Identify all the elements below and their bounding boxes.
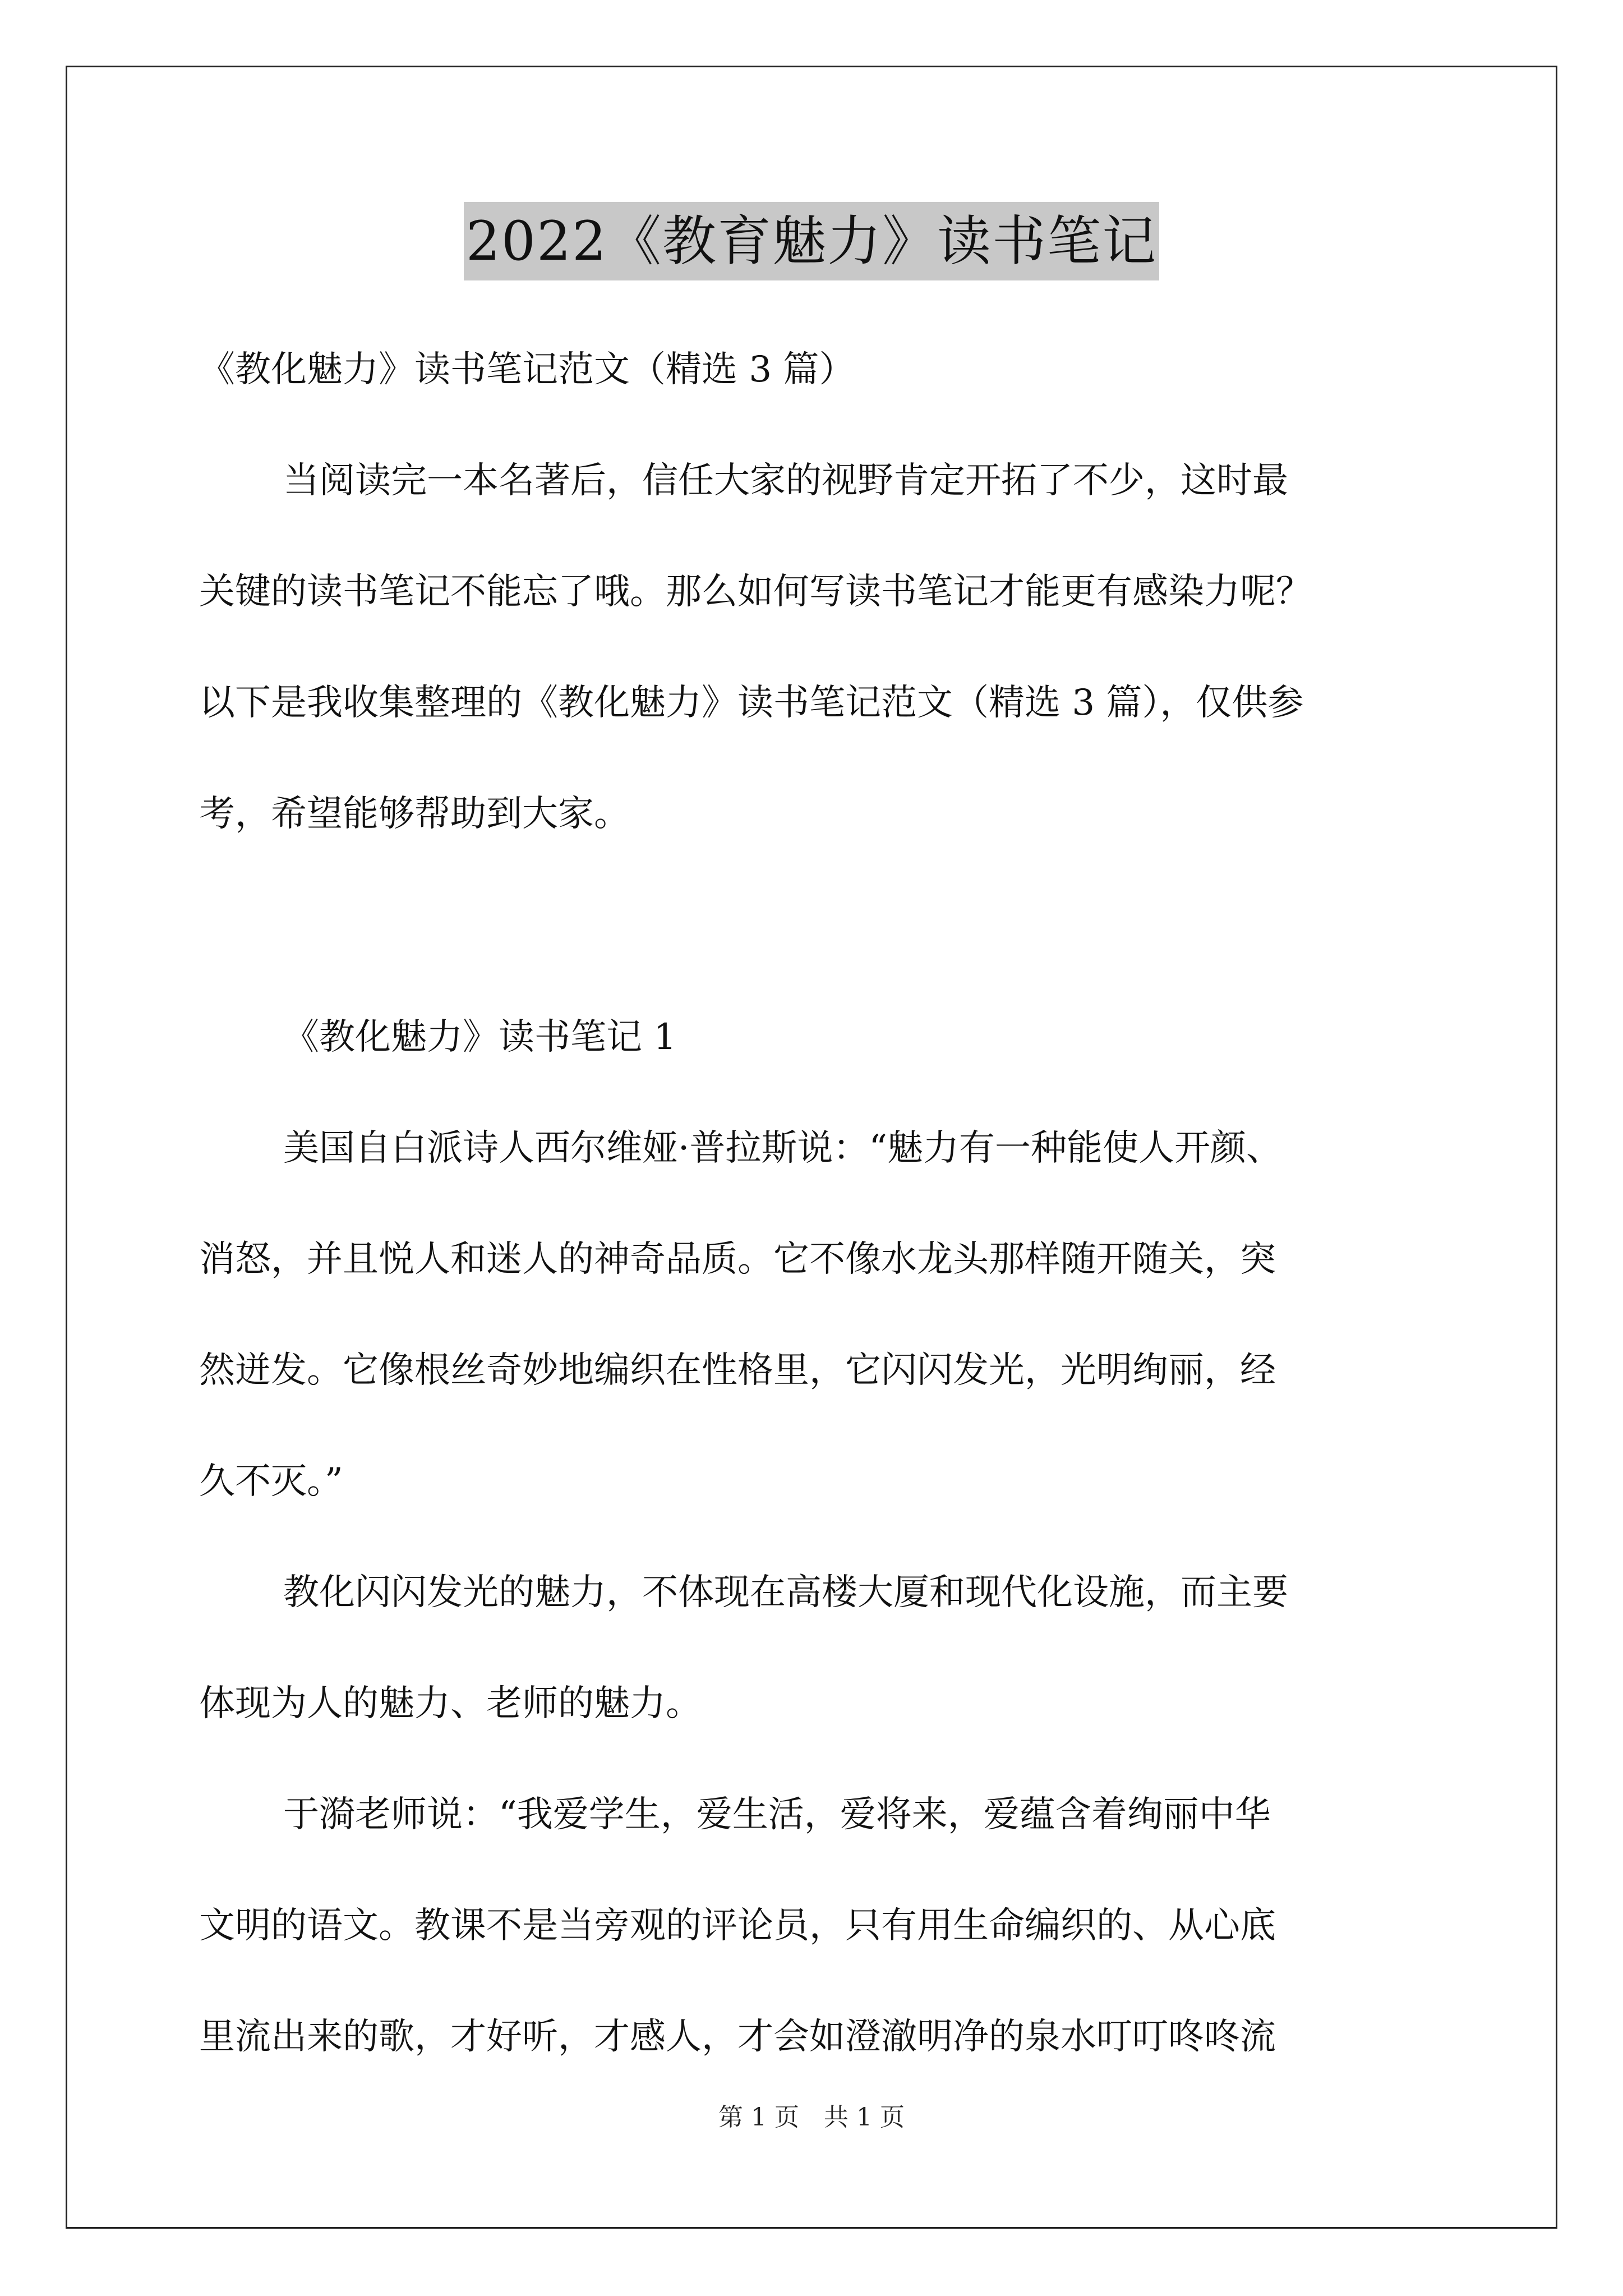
section-spacer xyxy=(199,869,1433,982)
document-title: 2022《教育魅力》读书笔记 xyxy=(464,202,1159,280)
title-container xyxy=(0,202,1623,280)
document-subtitle: 《教化魅力》读书笔记范文（精选 3 篇） xyxy=(199,349,855,390)
intro-line: 以下是我收集整理的《教化魅力》读书笔记范文（精选 3 篇），仅供参 xyxy=(199,682,1304,724)
paragraph-line: 久不灭。” xyxy=(199,1461,343,1502)
intro-line: 当阅读完一本名著后，信任大家的视野肯定开拓了不少，这时最 xyxy=(283,460,1288,501)
paragraph-line: 文明的语文。教课不是当旁观的评论员，只有用生命编织的、从心底 xyxy=(199,1905,1276,1947)
paragraph-line: 体现为人的魅力、老师的魅力。 xyxy=(199,1683,702,1724)
intro-line: 关键的读书笔记不能忘了哦。那么如何写读书笔记才能更有感染力呢？ xyxy=(199,571,1312,613)
paragraph-charm xyxy=(199,1537,1433,1759)
paragraph-line: 消怒，并且悦人和迷人的神奇品质。它不像水龙头那样随开随关，突 xyxy=(199,1239,1276,1280)
intro-paragraph xyxy=(199,425,1433,869)
paragraph-line: 于漪老师说：“我爱学生，爱生活，爱将来，爱蕴含着绚丽中华 xyxy=(283,1794,1271,1835)
page-number: 第 1 页 共 1 页 xyxy=(718,2103,905,2132)
paragraph-quote-plath xyxy=(199,1093,1433,1537)
paragraph-line: 美国自白派诗人西尔维娅·普拉斯说：“魅力有一种能使人开颜、 xyxy=(283,1128,1283,1169)
intro-line: 考，希望能够帮助到大家。 xyxy=(199,793,630,835)
document-body xyxy=(199,314,1433,2092)
paragraph-line: 然迸发。它像根丝奇妙地编织在性格里，它闪闪发光，光明绚丽，经 xyxy=(199,1350,1276,1391)
paragraph-line: 里流出来的歌，才好听，才感人，才会如澄澈明净的泉水叮叮咚咚流 xyxy=(199,2016,1276,2058)
page-footer xyxy=(0,2101,1623,2134)
section-heading: 《教化魅力》读书笔记 1 xyxy=(283,1016,677,1058)
paragraph-line: 教化闪闪发光的魅力，不体现在高楼大厦和现代化设施，而主要 xyxy=(283,1572,1288,1613)
paragraph-quote-yuyi xyxy=(199,1759,1433,2092)
